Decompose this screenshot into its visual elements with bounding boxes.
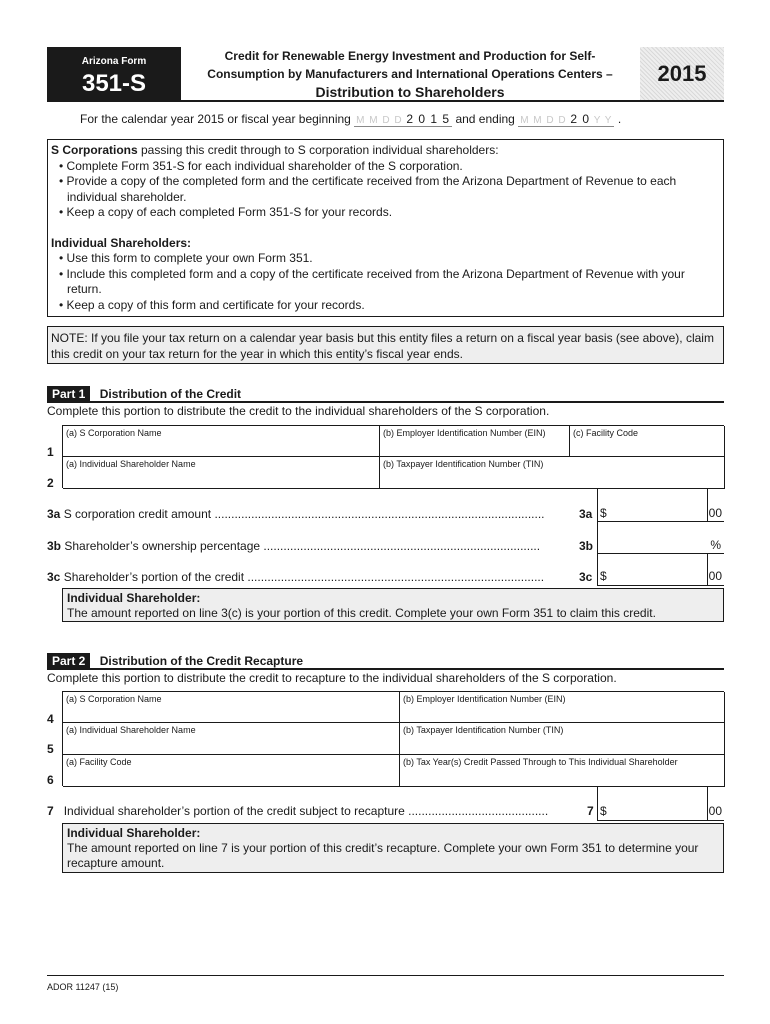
form-badge — [47, 47, 181, 100]
p2-shareholder-name-label: (a) Individual Shareholder Name — [66, 725, 196, 735]
ein-label: (b) Employer Identification Number (EIN) — [383, 428, 546, 438]
part2-heading: Distribution of the Credit Recapture — [99, 654, 304, 668]
ein-field[interactable] — [380, 426, 570, 457]
line-7-text: Individual shareholder’s portion of the credit subject to recapture .......................................... — [63, 804, 549, 818]
line-3b-text: Shareholder’s ownership percentage ................................................................................... — [64, 539, 541, 553]
part1-shareholder-note — [62, 588, 724, 622]
line-6-number: 6 — [47, 773, 54, 787]
line-7-amount[interactable] — [597, 786, 707, 821]
s-corp-bullet: • Provide a copy of the completed form and the certificate received from the Arizona Department of Revenue to each individual shareholder. — [59, 174, 677, 204]
tin-field[interactable] — [380, 457, 725, 489]
facility-code-field[interactable] — [570, 426, 725, 457]
facility-code-label: (c) Facility Code — [573, 428, 639, 438]
fiscal-begin-year: 2 0 1 5 — [406, 112, 451, 126]
line-3a-number: 3a — [47, 507, 61, 521]
p2-tin-label: (b) Taxpayer Identification Number (TIN) — [403, 725, 564, 735]
fiscal-end-year: 2 0 — [570, 112, 591, 126]
fiscal-begin-field[interactable] — [354, 112, 452, 127]
line-3b-ref: 3b — [579, 539, 594, 553]
tin-label: (b) Taxpayer Identification Number (TIN) — [383, 459, 544, 469]
dollar-sign: $ — [600, 506, 607, 520]
line-3b — [47, 539, 597, 553]
p2-facility-code-field[interactable] — [63, 755, 400, 787]
p2-s-corp-name-field[interactable] — [63, 692, 400, 723]
line-3c-cents: 00 — [707, 554, 724, 586]
tax-year: 2015 — [640, 47, 724, 100]
dollar-sign: $ — [600, 569, 607, 583]
line-4-number: 4 — [47, 712, 54, 726]
part1-rule — [47, 401, 724, 403]
part2-label: Part 2 — [47, 653, 90, 669]
and-ending-text: and ending — [455, 112, 515, 126]
line-3c-amount[interactable] — [597, 554, 707, 586]
s-corp-intro: passing this credit through to S corporation individual shareholders: — [137, 143, 499, 157]
part2-header — [47, 653, 303, 669]
p2-shareholder-name-field[interactable] — [63, 723, 400, 755]
line-7-number: 7 — [47, 804, 54, 818]
line-7-ref: 7 — [587, 804, 594, 818]
percent-sign: % — [710, 538, 721, 552]
part2-rule — [47, 668, 724, 670]
form-code: ADOR 11247 (15) — [47, 982, 119, 992]
p2-s-corp-name-label: (a) S Corporation Name — [66, 694, 162, 704]
part2-shareholder-note — [62, 823, 724, 873]
part1-note-text: The amount reported on line 3(c) is your portion of this credit. Complete your own Form 351 to claim this credit. — [67, 606, 656, 620]
s-corp-bullet: • Keep a copy of each completed Form 351-S for your records. — [59, 205, 393, 219]
part1-label: Part 1 — [47, 386, 90, 402]
s-corp-intro-line — [51, 143, 720, 159]
fiscal-end-placeholder: M M D D — [520, 115, 567, 126]
line-3a-cents: 00 — [707, 488, 724, 522]
part2-grid — [62, 691, 724, 786]
part1-heading: Distribution of the Credit — [99, 387, 242, 401]
line-7 — [47, 804, 587, 818]
title-line-1: Credit for Renewable Energy Investment and Production for Self- — [224, 49, 596, 63]
fiscal-begin-placeholder: M M D D — [356, 115, 403, 126]
p2-ein-field[interactable] — [400, 692, 725, 723]
fiscal-year-line — [80, 112, 621, 127]
part1-intro: Complete this portion to distribute the credit to the individual shareholders of the S corporation. — [47, 404, 550, 418]
line-3c-number: 3c — [47, 570, 61, 584]
line-3b-percentage[interactable] — [597, 522, 724, 554]
form-number: 351-S — [81, 70, 147, 97]
line-3c — [47, 570, 597, 584]
individual-heading-text: Individual Shareholders: — [51, 235, 192, 250]
title-line-2: Consumption by Manufacturers and International Operations Centers – — [207, 67, 613, 81]
line-3b-number: 3b — [47, 539, 62, 553]
shareholder-name-field[interactable] — [63, 457, 380, 489]
part2-note-text: The amount reported on line 7 is your portion of this credit’s recapture. Complete your own Form 351 to determine your recapture amount. — [67, 841, 699, 870]
note-box: NOTE: If you file your tax return on a calendar year basis but this entity files a return on a fiscal year basis (see above), claim this credit on your tax return for the year in which this entity’s fiscal year ends. — [47, 326, 724, 364]
footer-rule — [47, 975, 724, 976]
header-rule — [47, 100, 724, 102]
p2-tax-years-field[interactable] — [400, 755, 725, 787]
s-corp-bullet: • Complete Form 351-S for each individual shareholder of the S corporation. — [59, 158, 463, 173]
p2-tax-years-label: (b) Tax Year(s) Credit Passed Through to This Individual Shareholder — [403, 757, 678, 767]
form-label: Arizona Form — [81, 56, 147, 67]
s-corp-name-label: (a) S Corporation Name — [66, 428, 162, 438]
part2-intro: Complete this portion to distribute the credit to recapture to the individual shareholders of the S corporation. — [47, 671, 617, 685]
line-3a-ref: 3a — [579, 507, 593, 521]
title-line-3: Distribution to Shareholders — [315, 84, 505, 100]
fiscal-end-year-placeholder: Y Y — [593, 115, 613, 126]
part1-header — [47, 386, 241, 402]
line-3a-text: S corporation credit amount ................................................................................................... — [63, 507, 545, 521]
line-2-number: 2 — [47, 476, 54, 490]
part1-grid — [62, 425, 724, 488]
line-1-number: 1 — [47, 445, 54, 459]
p2-facility-code-label: (a) Facility Code — [66, 757, 132, 767]
line-3a — [47, 507, 597, 521]
s-corp-name-field[interactable] — [63, 426, 380, 457]
part1-note-heading: Individual Shareholder: — [67, 591, 201, 605]
line-7-cents: 00 — [707, 786, 724, 821]
dollar-sign: $ — [600, 804, 607, 818]
line-5-number: 5 — [47, 742, 54, 756]
individual-bullet: • Include this completed form and a copy of the certificate received from the Arizona Department of Revenue with your return. — [59, 266, 685, 296]
fiscal-year-text: For the calendar year 2015 or fiscal year beginning — [80, 112, 351, 126]
individual-heading — [51, 236, 720, 252]
line-3c-ref: 3c — [579, 570, 593, 584]
fiscal-end-field[interactable] — [518, 112, 614, 127]
p2-ein-label: (b) Employer Identification Number (EIN) — [403, 694, 566, 704]
individual-bullet: • Use this form to complete your own Form 351. — [59, 251, 313, 265]
period: . — [617, 112, 622, 126]
individual-bullet: • Keep a copy of this form and certificate for your records. — [59, 297, 365, 312]
form-title — [184, 47, 636, 101]
shareholder-name-label: (a) Individual Shareholder Name — [66, 459, 196, 469]
line-3a-amount[interactable] — [597, 488, 707, 522]
s-corp-heading: S Corporations — [51, 143, 138, 157]
instructions-box — [47, 139, 724, 317]
line-3c-text: Shareholder’s portion of the credit ......................................................................................... — [63, 570, 545, 584]
p2-tin-field[interactable] — [400, 723, 725, 755]
part2-note-heading: Individual Shareholder: — [67, 826, 201, 840]
